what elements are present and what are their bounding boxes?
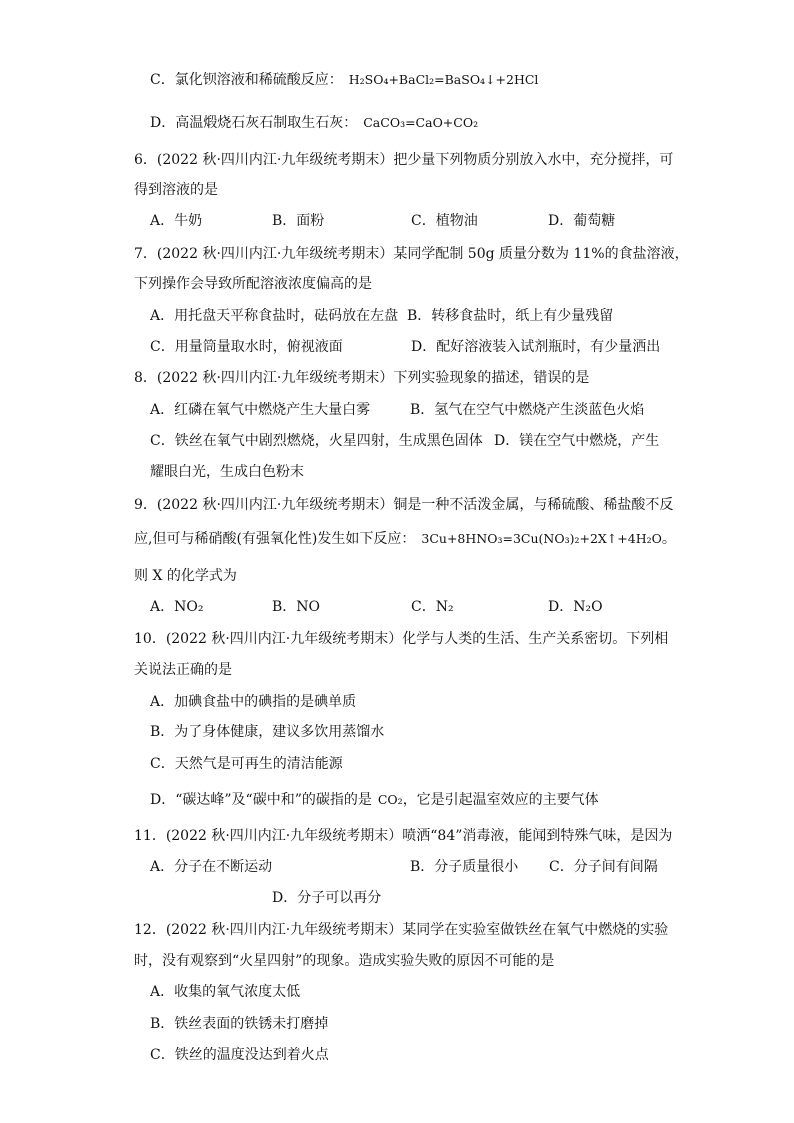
q9-option-c: C．N₂ (411, 599, 454, 615)
q6-option-a: A．牛奶 (150, 213, 203, 229)
q5-option-c-text: C．氯化钡溶液和稀硫酸反应： (150, 72, 343, 88)
q9-stem-line2-end: 。 (661, 531, 676, 547)
q11-option-b: B．分子质量很小 (410, 859, 519, 875)
q7-option-d: D．配好溶液装入试剂瓶时，有少量洒出 (411, 339, 661, 355)
q10-stem-line2: 关说法正确的是 (134, 662, 232, 678)
q10-option-d (150, 790, 599, 810)
q7-option-b: B．转移食盐时，纸上有少量残留 (407, 308, 614, 324)
q12-option-a: A．收集的氧气浓度太低 (150, 984, 301, 1000)
q5-option-d-text: D．高温煅烧石灰石制取生石灰： (150, 115, 358, 131)
q8-options-row1 (0, 400, 794, 420)
q6-option-b: B．面粉 (272, 213, 325, 229)
q6-stem-line1: 6．(2022 秋·四川内江·九年级统考期末）把少量下列物质分别放入水中，充分搅拌，可 (134, 152, 674, 168)
q10-option-a: A．加碘食盐中的碘指的是碘单质 (150, 694, 357, 710)
q5-option-d (150, 113, 478, 133)
q9-option-d: D．N₂O (548, 599, 603, 615)
q8-option-d: D．镁在空气中燃烧，产生 (494, 433, 660, 449)
q11-options-row1 (0, 857, 794, 877)
q7-stem-line1: 7．(2022 秋·四川内江·九年级统考期末）某同学配制 50g 质量分数为 11%的食盐溶液， (134, 246, 689, 262)
q9-reaction-formula: 3Cu+8HNO₃=3Cu(NO₃)₂+2X↑+4H₂O (421, 531, 662, 546)
q12-option-b: B．铁丝表面的铁锈未打磨掉 (150, 1016, 329, 1032)
q5-option-d-formula: CaCO₃=CaO+CO₂ (363, 115, 479, 130)
q11-stem: 11．(2022 秋·四川内江·九年级统考期末）喷洒“84”消毒液，能闻到特殊气味，是因为 (134, 828, 673, 844)
q9-stem-line2 (134, 529, 676, 549)
q12-stem-line2: 时，没有观察到“火星四射”的现象。造成实验失败的原因不可能的是 (134, 953, 555, 969)
q7-option-c: C．用量筒量取水时，俯视液面 (150, 339, 343, 355)
q11-option-d: D．分子可以再分 (272, 890, 382, 906)
q12-stem-line1: 12．(2022 秋·四川内江·九年级统考期末）某同学在实验室做铁丝在氧气中燃烧的实验 (134, 922, 669, 938)
q7-option-a: A．用托盘天平称食盐时，砝码放在左盘 (150, 308, 399, 324)
q8-options-row2 (0, 431, 794, 451)
q6-stem-line2: 得到溶液的是 (134, 182, 218, 198)
q6-option-c: C．植物油 (411, 213, 478, 229)
q5-option-c-formula: H₂SO₄+BaCl₂=BaSO₄↓+2HCl (348, 72, 539, 87)
q11-option-a: A．分子在不断运动 (150, 859, 273, 875)
q12-option-c: C．铁丝的温度没达到着火点 (150, 1047, 329, 1063)
q8-stem: 8．(2022 秋·四川内江·九年级统考期末）下列实验现象的描述，错误的是 (134, 370, 590, 386)
q8-option-c: C．铁丝在氧气中剧烈燃烧，火星四射，生成黑色固体 (150, 433, 483, 449)
q7-options-row1 (0, 306, 794, 326)
q9-stem-line3: 则 X 的化学式为 (134, 568, 237, 584)
q10-option-d-text: D．“碳达峰”及“碳中和”的碳指的是 (150, 792, 372, 808)
q9-stem-line2-text: 应,但可与稀硝酸(有强氧化性)发生如下反应： (134, 531, 416, 547)
q10-stem-line1: 10．(2022 秋·四川内江·九年级统考期末）化学与人类的生活、生产关系密切。下列相 (134, 631, 669, 647)
q10-option-d-end: ，它是引起温室效应的主要气体 (402, 792, 599, 808)
q9-stem-line1: 9．(2022 秋·四川内江·九年级统考期末）铜是一种不活泼金属，与稀硫酸、稀盐酸不反 (134, 497, 674, 513)
q10-option-d-formula: CO₂ (377, 792, 403, 807)
q9-options (0, 597, 794, 617)
q5-option-c (150, 70, 538, 90)
q9-option-a: A．NO₂ (150, 599, 204, 615)
q9-option-b: B．NO (272, 599, 321, 615)
q7-options-row2 (0, 337, 794, 357)
q10-option-b: B．为了身体健康，建议多饮用蒸馏水 (150, 724, 385, 740)
q6-option-d: D．葡萄糖 (548, 213, 616, 229)
q11-option-c: C．分子间有间隔 (549, 859, 658, 875)
q8-option-d-cont: 耀眼白光，生成白色粉末 (150, 464, 304, 480)
q8-option-b: B．氢气在空气中燃烧产生淡蓝色火焰 (410, 402, 645, 418)
q10-option-c: C．天然气是可再生的清洁能源 (150, 756, 343, 772)
q8-option-a: A．红磷在氧气中燃烧产生大量白雾 (150, 402, 371, 418)
q6-options (0, 211, 794, 231)
q7-stem-line2: 下列操作会导致所配溶液浓度偏高的是 (134, 276, 372, 292)
